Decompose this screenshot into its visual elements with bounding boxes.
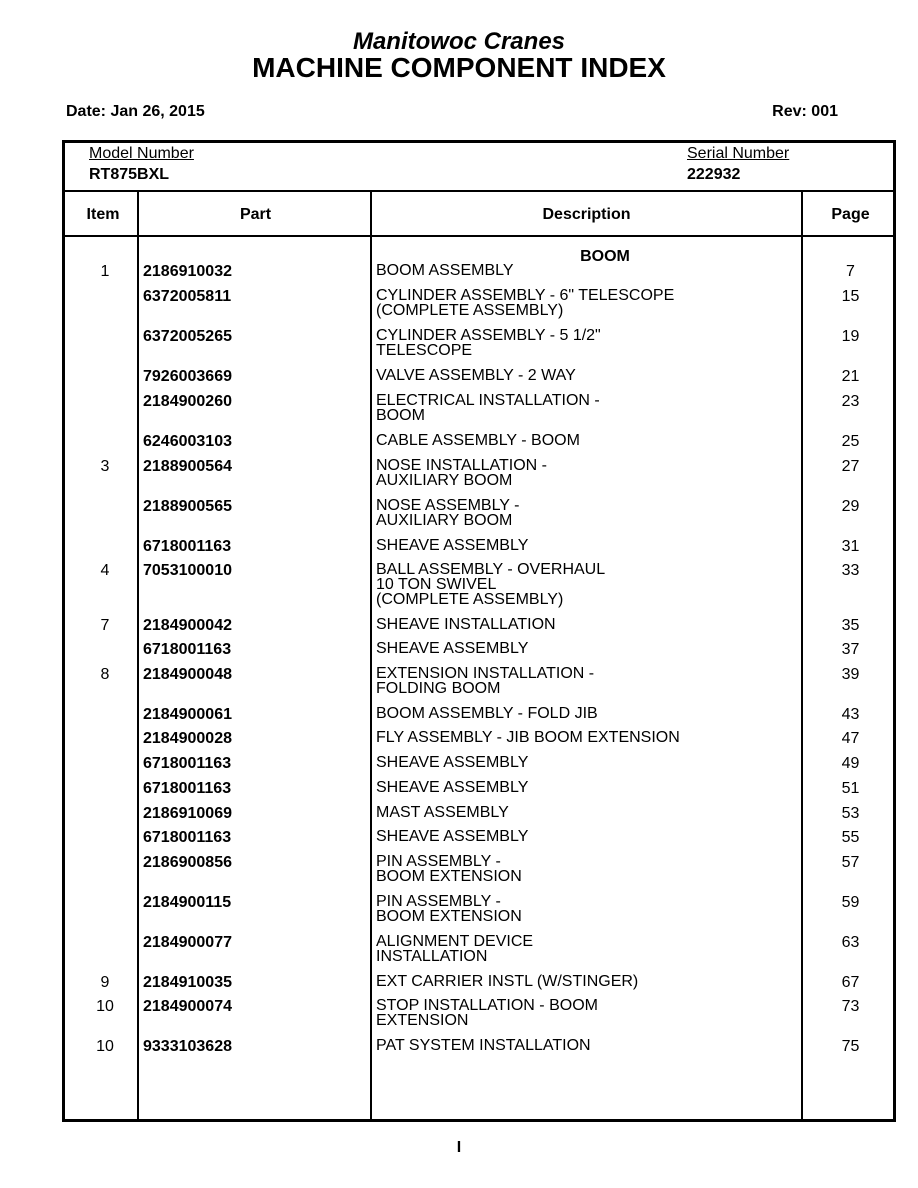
- page-cell: 47: [841, 730, 860, 747]
- description-line: VALVE ASSEMBLY - 2 WAY: [376, 367, 576, 384]
- item-cell: 3: [100, 458, 110, 475]
- description-line: BALL ASSEMBLY - OVERHAUL: [376, 561, 606, 578]
- page-cell: 67: [841, 974, 860, 991]
- description-cell: [376, 829, 796, 844]
- description-line: SHEAVE ASSEMBLY: [376, 828, 529, 845]
- page-cell: 55: [841, 829, 860, 846]
- page-cell: 43: [841, 706, 860, 723]
- description-line: BOOM: [376, 407, 425, 424]
- part-number-cell: 6372005265: [143, 328, 232, 345]
- revision-label: Rev: 001: [772, 103, 838, 120]
- description-line: PIN ASSEMBLY -: [376, 853, 501, 870]
- page-cell: 27: [841, 458, 860, 475]
- page-cell: 39: [841, 666, 860, 683]
- component-index-table: [62, 140, 896, 1122]
- description-line: EXT CARRIER INSTL (W/STINGER): [376, 973, 639, 990]
- description-line: 10 TON SWIVEL: [376, 576, 497, 593]
- page-cell: 49: [841, 755, 860, 772]
- item-cell: 9: [100, 974, 110, 991]
- description-line: MAST ASSEMBLY: [376, 804, 509, 821]
- description-cell: [376, 706, 796, 721]
- part-number-cell: 6718001163: [143, 755, 232, 772]
- page-cell: 75: [841, 1038, 860, 1055]
- description-line: SHEAVE ASSEMBLY: [376, 754, 529, 771]
- page-cell: 29: [841, 498, 860, 515]
- description-cell: [376, 498, 796, 528]
- description-cell: [376, 805, 796, 820]
- part-number-cell: 2188900564: [143, 458, 232, 475]
- page-cell: 53: [841, 805, 860, 822]
- part-number-cell: 6246003103: [143, 433, 232, 450]
- description-cell: [376, 433, 796, 448]
- item-cell: 8: [100, 666, 110, 683]
- description-cell: [376, 641, 796, 656]
- description-cell: [376, 368, 796, 383]
- part-number-cell: 2184900074: [143, 998, 232, 1015]
- page-cell: 7: [846, 263, 855, 280]
- description-cell: [376, 854, 796, 884]
- page-cell: 25: [841, 433, 860, 450]
- part-number-cell: 2184900077: [143, 934, 232, 951]
- part-number-cell: 2184900260: [143, 393, 232, 410]
- description-cell: [376, 730, 796, 745]
- description-line: AUXILIARY BOOM: [376, 512, 513, 529]
- page-cell: 57: [841, 854, 860, 871]
- part-number-cell: 2186900856: [143, 854, 232, 871]
- description-cell: [376, 755, 796, 770]
- page-cell: 31: [841, 538, 860, 555]
- part-number-cell: 6718001163: [143, 780, 232, 797]
- description-line: INSTALLATION: [376, 948, 488, 965]
- description-cell: [376, 780, 796, 795]
- page-cell: 37: [841, 641, 860, 658]
- date-label: Date: Jan 26, 2015: [66, 103, 205, 120]
- description-line: NOSE ASSEMBLY -: [376, 497, 520, 514]
- description-line: STOP INSTALLATION - BOOM: [376, 997, 598, 1014]
- page-cell: 23: [841, 393, 860, 410]
- description-cell: [376, 393, 796, 423]
- description-line: (COMPLETE ASSEMBLY): [376, 591, 564, 608]
- page-cell: 73: [841, 998, 860, 1015]
- divider: [65, 235, 893, 237]
- part-number-cell: 2188900565: [143, 498, 232, 515]
- description-line: BOOM EXTENSION: [376, 908, 522, 925]
- page-cell: 35: [841, 617, 860, 634]
- model-number-label: Model Number: [89, 145, 194, 162]
- part-number-cell: 6718001163: [143, 829, 232, 846]
- section-title: BOOM: [580, 248, 630, 265]
- part-number-cell: 2184910035: [143, 974, 232, 991]
- page-cell: 21: [841, 368, 860, 385]
- description-line: ALIGNMENT DEVICE: [376, 933, 534, 950]
- description-cell: [376, 538, 796, 553]
- part-number-cell: 6718001163: [143, 538, 232, 555]
- column-header-item: Item: [86, 206, 120, 223]
- description-line: SHEAVE ASSEMBLY: [376, 537, 529, 554]
- part-number-cell: 2186910069: [143, 805, 232, 822]
- column-header-part: Part: [239, 206, 272, 223]
- part-number-cell: 2186910032: [143, 263, 232, 280]
- part-number-cell: 2184900048: [143, 666, 232, 683]
- description-cell: [376, 617, 796, 632]
- item-cell: 4: [100, 562, 110, 579]
- description-line: BOOM EXTENSION: [376, 868, 522, 885]
- item-cell: 10: [96, 1038, 114, 1055]
- description-cell: [376, 458, 796, 488]
- part-number-cell: 9333103628: [143, 1038, 232, 1055]
- part-number-cell: 2184900028: [143, 730, 232, 747]
- company-name: Manitowoc Cranes: [352, 28, 566, 55]
- description-cell: [376, 1038, 796, 1053]
- description-line: BOOM ASSEMBLY: [376, 262, 514, 279]
- part-number-cell: 2184900061: [143, 706, 232, 723]
- description-line: FLY ASSEMBLY - JIB BOOM EXTENSION: [376, 729, 680, 746]
- part-number-cell: 7053100010: [143, 562, 232, 579]
- description-line: PIN ASSEMBLY -: [376, 893, 501, 910]
- description-line: SHEAVE INSTALLATION: [376, 616, 556, 633]
- column-header-description: Description: [542, 206, 631, 223]
- part-number-cell: 2184900042: [143, 617, 232, 634]
- item-cell: 1: [100, 263, 110, 280]
- description-line: EXTENSION INSTALLATION -: [376, 665, 595, 682]
- page-cell: 15: [841, 288, 860, 305]
- part-number-cell: 7926003669: [143, 368, 232, 385]
- description-line: SHEAVE ASSEMBLY: [376, 640, 529, 657]
- description-line: CYLINDER ASSEMBLY - 5 1/2": [376, 327, 601, 344]
- document-title: MACHINE COMPONENT INDEX: [252, 52, 666, 83]
- model-number-value: RT875BXL: [89, 166, 170, 183]
- description-cell: [376, 562, 796, 607]
- description-line: ELECTRICAL INSTALLATION -: [376, 392, 600, 409]
- description-line: SHEAVE ASSEMBLY: [376, 779, 529, 796]
- page-cell: 59: [841, 894, 860, 911]
- page-cell: 63: [841, 934, 860, 951]
- description-cell: [376, 263, 796, 278]
- page-cell: 51: [841, 780, 860, 797]
- description-line: AUXILIARY BOOM: [376, 472, 513, 489]
- description-cell: [376, 288, 796, 318]
- serial-number-value: 222932: [687, 166, 741, 183]
- description-line: PAT SYSTEM INSTALLATION: [376, 1037, 591, 1054]
- part-number-cell: 2184900115: [143, 894, 232, 911]
- description-cell: [376, 328, 796, 358]
- description-cell: [376, 934, 796, 964]
- part-number-cell: 6372005811: [143, 288, 232, 305]
- description-line: CYLINDER ASSEMBLY - 6" TELESCOPE: [376, 287, 675, 304]
- description-line: CABLE ASSEMBLY - BOOM: [376, 432, 580, 449]
- page-cell: 19: [841, 328, 860, 345]
- divider: [65, 190, 893, 192]
- column-divider: [370, 190, 372, 1119]
- description-line: EXTENSION: [376, 1012, 469, 1029]
- item-cell: 10: [96, 998, 114, 1015]
- serial-number-label: Serial Number: [687, 145, 790, 162]
- description-cell: [376, 998, 796, 1028]
- page-number: I: [456, 1139, 462, 1156]
- description-cell: [376, 666, 796, 696]
- description-line: TELESCOPE: [376, 342, 473, 359]
- description-line: (COMPLETE ASSEMBLY): [376, 302, 564, 319]
- part-number-cell: 6718001163: [143, 641, 232, 658]
- description-line: FOLDING BOOM: [376, 680, 501, 697]
- page-cell: 33: [841, 562, 860, 579]
- item-cell: 7: [100, 617, 110, 634]
- column-header-page: Page: [831, 206, 870, 223]
- description-line: NOSE INSTALLATION -: [376, 457, 547, 474]
- description-line: BOOM ASSEMBLY - FOLD JIB: [376, 705, 598, 722]
- description-cell: [376, 974, 796, 989]
- description-cell: [376, 894, 796, 924]
